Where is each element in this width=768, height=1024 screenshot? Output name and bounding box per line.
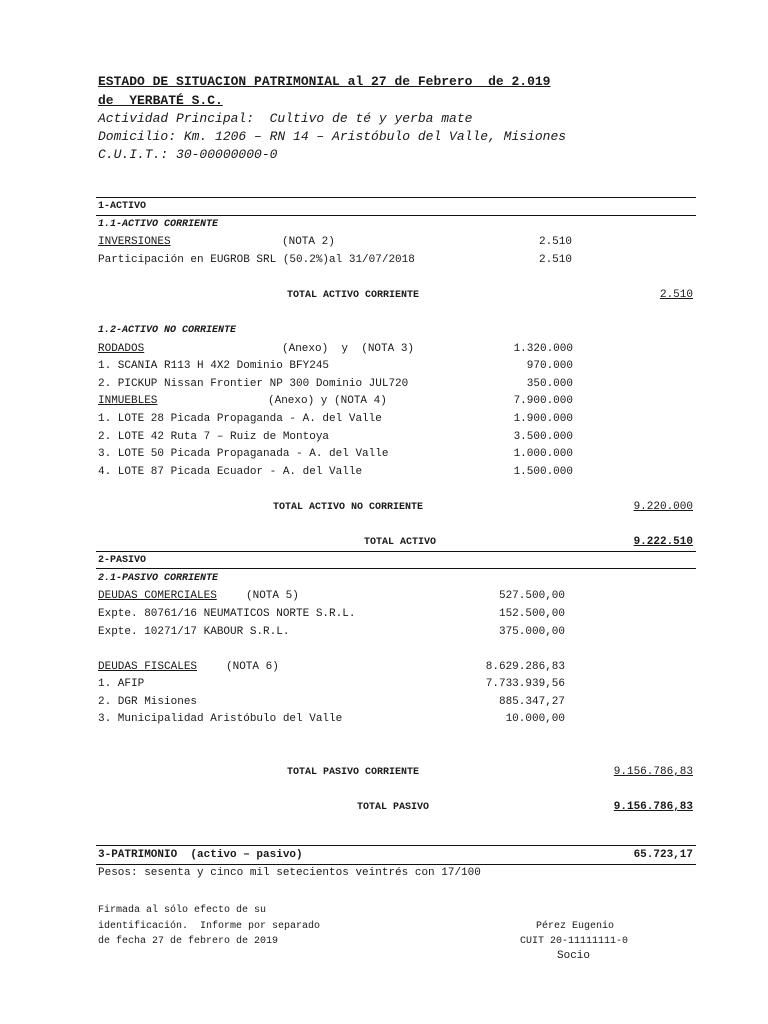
signer-role: Socio	[557, 950, 591, 962]
inversiones-label: INVERSIONES	[98, 236, 171, 248]
company-name: de YERBATÉ S.C.	[98, 93, 223, 108]
section-pasivo-heading: 2-PASIVO	[98, 555, 147, 566]
rodados-nota: (Anexo) y (NOTA 3)	[282, 343, 415, 355]
firma-text-line1: Firmada al sólo efecto de su	[98, 905, 267, 916]
inversiones-value: 2.510	[538, 236, 572, 248]
list-item-value: 1.500.000	[513, 466, 573, 478]
total-pasivo-value: 9.156.786,83	[613, 801, 693, 813]
list-item: 1. AFIP	[98, 678, 145, 690]
document-title: ESTADO DE SITUACION PATRIMONIAL al 27 de Febrero de 2.019	[98, 74, 551, 89]
divider-patrimonio-bottom	[96, 864, 696, 865]
deudas-fiscales-value: 8.629.286,83	[485, 661, 565, 673]
rodados-label: RODADOS	[98, 343, 145, 355]
domicilio: Domicilio: Km. 1206 – RN 14 – Aristóbulo del Valle, Misiones	[98, 129, 567, 144]
signer-name: Pérez Eugenio	[536, 921, 615, 932]
list-item-value: 7.733.939,56	[485, 678, 565, 690]
total-activo-corriente-label: TOTAL ACTIVO CORRIENTE	[287, 290, 420, 301]
divider-pasivo	[96, 551, 696, 552]
list-item: 3. Municipalidad Aristóbulo del Valle	[98, 713, 343, 725]
patrimonio-value: 65.723,17	[633, 849, 693, 861]
total-activo-corriente-value: 2.510	[659, 289, 693, 301]
total-activo-no-corriente-value: 9.220.000	[633, 501, 693, 513]
firma-text-line3: de fecha 27 de febrero de 2019	[98, 936, 279, 947]
list-item-value: 10.000,00	[505, 713, 565, 725]
list-item: 4. LOTE 87 Picada Ecuador - A. del Valle	[98, 466, 363, 478]
total-pasivo-corriente-label: TOTAL PASIVO CORRIENTE	[287, 767, 420, 778]
patrimonio-pesos-text: Pesos: sesenta y cinco mil setecientos veintrés con 17/100	[98, 867, 481, 879]
participacion-value: 2.510	[538, 254, 572, 266]
participacion-label: Participación en EUGROB SRL (50.2%)al 31/07/2018	[98, 254, 415, 266]
inversiones-nota: (NOTA 2)	[282, 236, 335, 248]
divider-activo	[96, 197, 696, 198]
cuit-empresa: C.U.I.T.: 30-00000000-0	[98, 147, 278, 162]
list-item: 2. DGR Misiones	[98, 696, 198, 708]
section-activo-no-corriente-heading: 1.2-ACTIVO NO CORRIENTE	[98, 325, 237, 336]
deudas-comerciales-value: 527.500,00	[498, 590, 565, 602]
list-item-value: 1.900.000	[513, 413, 573, 425]
divider-pasivo-sub	[96, 568, 696, 569]
list-item-value: 350.000	[526, 378, 573, 390]
list-item-value: 375.000,00	[498, 626, 565, 638]
deudas-comerciales-label: DEUDAS COMERCIALES	[98, 590, 217, 602]
list-item-value: 1.000.000	[513, 448, 573, 460]
list-item: Expte. 10271/17 KABOUR S.R.L.	[98, 626, 290, 638]
divider-activo-sub	[96, 215, 696, 216]
list-item-value: 3.500.000	[513, 431, 573, 443]
list-item-value: 970.000	[526, 360, 573, 372]
list-item-value: 152.500,00	[498, 608, 565, 620]
list-item: 3. LOTE 50 Picada Propaganada - A. del Valle	[98, 448, 389, 460]
section-pasivo-corriente-heading: 2.1-PASIVO CORRIENTE	[98, 573, 219, 584]
total-activo-value: 9.222.510	[633, 536, 693, 548]
inmuebles-label: INMUEBLES	[98, 395, 158, 407]
signer-cuit: CUIT 20-11111111-0	[520, 936, 629, 947]
total-activo-label: TOTAL ACTIVO	[364, 537, 437, 548]
actividad-principal: Actividad Principal: Cultivo de té y yerba mate	[98, 111, 473, 126]
total-pasivo-corriente-value: 9.156.786,83	[613, 766, 693, 778]
divider-patrimonio	[96, 845, 696, 846]
section-patrimonio-heading: 3-PATRIMONIO (activo – pasivo)	[98, 849, 303, 861]
list-item: 2. LOTE 42 Ruta 7 – Ruiz de Montoya	[98, 431, 330, 443]
list-item: 1. SCANIA R113 H 4X2 Dominio BFY245	[98, 360, 330, 372]
list-item: 1. LOTE 28 Picada Propaganda - A. del Valle	[98, 413, 382, 425]
rodados-value: 1.320.000	[513, 343, 573, 355]
list-item: Expte. 80761/16 NEUMATICOS NORTE S.R.L.	[98, 608, 356, 620]
list-item-value: 885.347,27	[498, 696, 565, 708]
deudas-fiscales-label: DEUDAS FISCALES	[98, 661, 198, 673]
deudas-comerciales-nota: (NOTA 5)	[246, 590, 299, 602]
deudas-fiscales-nota: (NOTA 6)	[226, 661, 279, 673]
inmuebles-value: 7.900.000	[513, 395, 573, 407]
section-activo-corriente-heading: 1.1-ACTIVO CORRIENTE	[98, 219, 219, 230]
inmuebles-nota: (Anexo) y (NOTA 4)	[268, 395, 387, 407]
list-item: 2. PICKUP Nissan Frontier NP 300 Dominio JUL720	[98, 378, 409, 390]
total-activo-no-corriente-label: TOTAL ACTIVO NO CORRIENTE	[273, 502, 424, 513]
section-activo-heading: 1-ACTIVO	[98, 201, 147, 212]
firma-text-line2: identificación. Informe por separado	[98, 921, 321, 932]
total-pasivo-label: TOTAL PASIVO	[357, 802, 430, 813]
